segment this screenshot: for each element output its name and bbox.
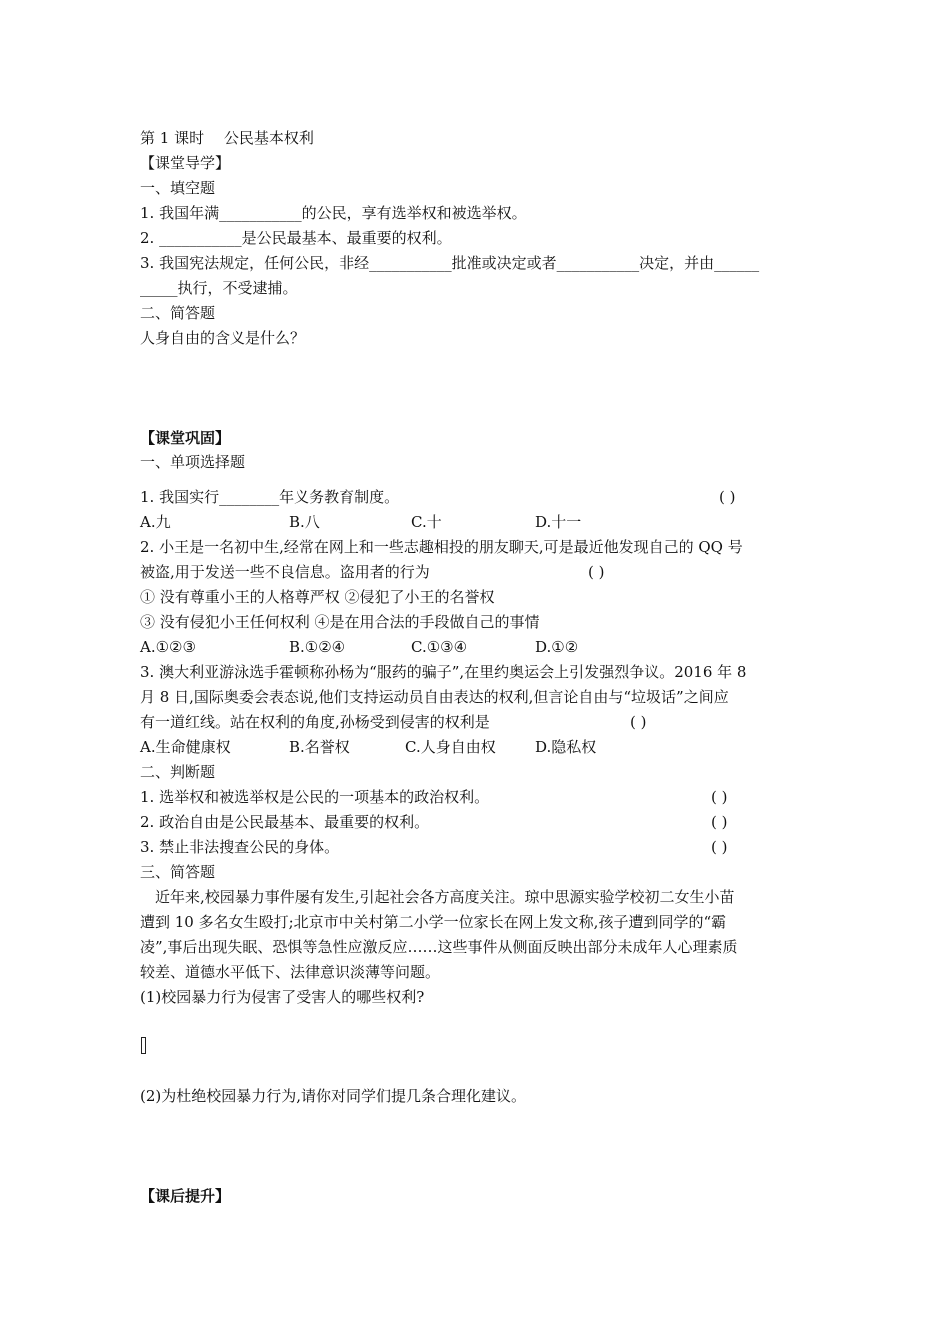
- mc2-option-c: C.①③④: [411, 638, 468, 656]
- fill-question-3-line2: _____执行，不受逮捕。: [140, 279, 298, 297]
- mc2-answer-paren: ( ): [588, 563, 605, 581]
- mc3-option-a: A.生命健康权: [140, 738, 231, 756]
- mc3-stem-line3: 有一道红线。站在权利的角度,孙杨受到侵害的权利是: [140, 713, 490, 731]
- mc2-option-a: A.①②③: [140, 638, 196, 656]
- mc2-option-b: B.①②④: [289, 638, 346, 656]
- mc3-stem-line2: 月 8 日,国际奥委会表态说,他们支持运动员自由表达的权利,但言论自由与“垃圾话”之间应: [140, 688, 729, 706]
- essay-paragraph-line3: 凌”,事后出现失眠、恐惧等急性应激反应……这些事件从侧面反映出部分未成年人心理素质: [140, 938, 738, 956]
- mc3-option-c: C.人身自由权: [405, 738, 496, 756]
- fill-question-2: 2. ___________是公民最基本、最重要的权利。: [140, 229, 452, 247]
- mc1-option-c: C.十: [411, 513, 442, 531]
- essay-subquestion-2: (2)为杜绝校园暴力行为,请你对同学们提几条合理化建议。: [140, 1087, 527, 1105]
- section-header-after-class: 【课后提升】: [140, 1187, 231, 1205]
- tf-question-2: 2. 政治自由是公民最基本、最重要的权利。: [140, 813, 430, 831]
- mc1-option-d: D.十一: [535, 513, 582, 531]
- lesson-title: 第 1 课时 公民基本权利: [140, 129, 314, 147]
- essay-paragraph-line2: 遭到 10 多名女生殴打;北京市中关村第二小学一位家长在网上发文称,孩子遭到同学的“霸: [140, 913, 727, 931]
- tf-question-3: 3. 禁止非法搜查公民的身体。: [140, 838, 340, 856]
- fill-question-3-line1: 3. 我国宪法规定，任何公民，非经___________批准或决定或者___________决定，并由______: [140, 254, 760, 272]
- mc1-option-b: B.八: [289, 513, 320, 531]
- section-header-guide: 【课堂导学】: [140, 154, 231, 172]
- fill-blank-heading: 一、填空题: [140, 179, 216, 197]
- mc2-statements-2: ③ 没有侵犯小王任何权利 ④是在用合法的手段做自己的事情: [140, 613, 540, 631]
- mc2-stem-line2: 被盗,用于发送一些不良信息。盗用者的行为: [140, 563, 430, 581]
- essay-heading: 三、简答题: [140, 863, 216, 881]
- fill-question-1: 1. 我国年满___________的公民，享有选举权和被选举权。: [140, 204, 527, 222]
- short-answer-question: 人身自由的含义是什么？: [140, 329, 306, 347]
- single-choice-heading: 一、单项选择题: [140, 453, 246, 471]
- essay-paragraph-line1: 近年来,校园暴力事件屡有发生,引起社会各方高度关注。琼中思源实验学校初二女生小苗: [140, 888, 735, 906]
- tf-answer-paren-1: ( ): [711, 788, 728, 806]
- mc2-statements-1: ① 没有尊重小王的人格尊严权 ②侵犯了小王的名誉权: [140, 588, 495, 606]
- mc3-option-b: B.名誉权: [289, 738, 350, 756]
- mc1-answer-paren: ( ): [719, 488, 736, 506]
- true-false-heading: 二、判断题: [140, 763, 216, 781]
- section-header-consolidate: 【课堂巩固】: [140, 429, 231, 447]
- short-answer-heading: 二、简答题: [140, 304, 216, 322]
- mc2-option-d: D.①②: [535, 638, 579, 656]
- mc2-stem-line1: 2. 小王是一名初中生,经常在网上和一些志趣相投的朋友聊天,可是最近他发现自己的 QQ 号: [140, 538, 743, 556]
- tf-question-1: 1. 选举权和被选举权是公民的一项基本的政治权利。: [140, 788, 490, 806]
- mc1-stem: 1. 我国实行________年义务教育制度。: [140, 488, 400, 506]
- mc1-option-a: A.九: [140, 513, 171, 531]
- essay-paragraph-line4: 较差、道德水平低下、法律意识淡薄等问题。: [140, 963, 441, 981]
- tf-answer-paren-2: ( ): [711, 813, 728, 831]
- mc3-option-d: D.隐私权: [535, 738, 597, 756]
- mc3-answer-paren: ( ): [630, 713, 647, 731]
- mc3-stem-line1: 3. 澳大利亚游泳选手霍顿称孙杨为“服药的骗子”,在里约奥运会上引发强烈争议。2016 年 8: [140, 663, 747, 681]
- essay-subquestion-1: (1)校园暴力行为侵害了受害人的哪些权利?: [140, 988, 425, 1006]
- text-cursor-box: [141, 1037, 146, 1054]
- tf-answer-paren-3: ( ): [711, 838, 728, 856]
